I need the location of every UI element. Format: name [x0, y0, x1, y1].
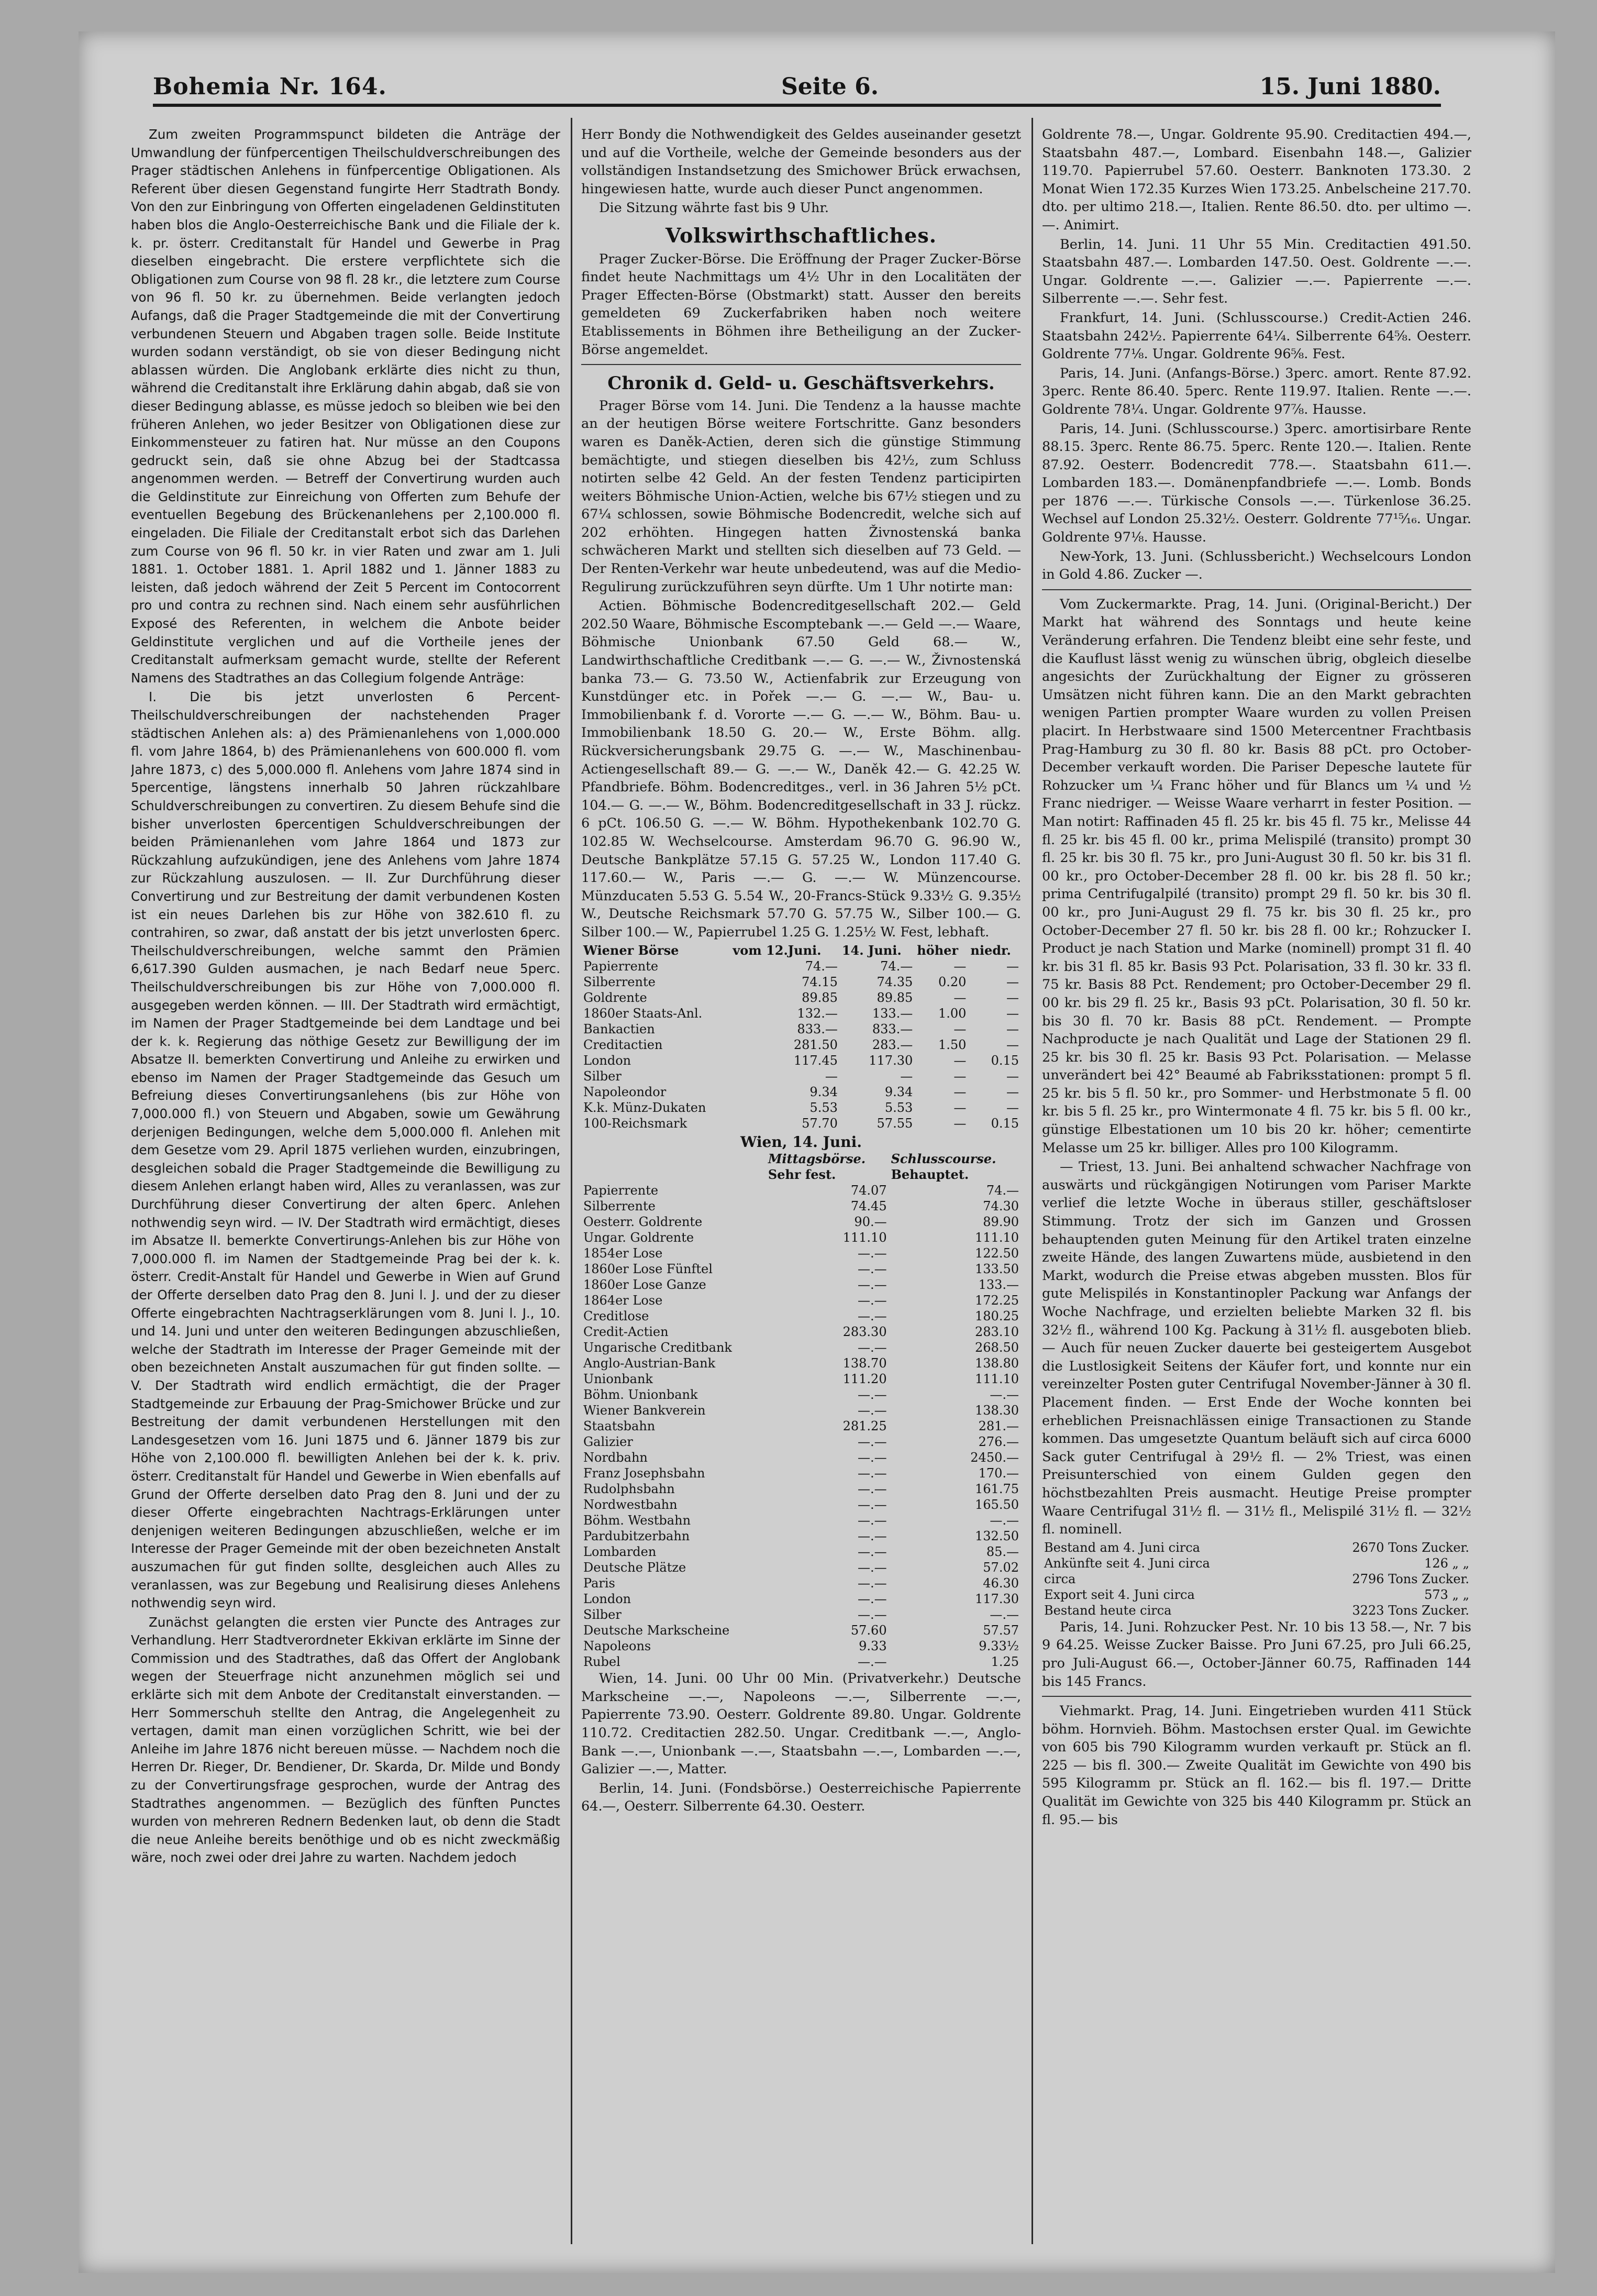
row-label: Ungarische Creditbank	[583, 1340, 732, 1355]
row-label: Papierrente	[583, 958, 659, 974]
cell-value: 5.53	[809, 1100, 838, 1115]
table-row	[581, 1261, 1021, 1277]
table-row	[581, 1340, 1021, 1355]
cell-value: 283.30	[842, 1324, 887, 1340]
cell-value: 2796 Tons Zucker.	[1352, 1571, 1469, 1586]
cell-value: —.—	[857, 1246, 887, 1261]
table-row	[581, 1230, 1021, 1245]
row-label: Deutsche Plätze	[583, 1560, 686, 1575]
cell-value: 170.—	[978, 1466, 1019, 1481]
wien-mittag-table	[581, 1151, 1021, 1670]
cell-value: —	[900, 1068, 913, 1084]
row-label: Wiener Bankverein	[583, 1403, 706, 1418]
table-row	[581, 1654, 1021, 1670]
table-header: höher	[917, 942, 959, 958]
row-label: Goldrente	[583, 990, 647, 1005]
row-label: 100-Reichsmark	[583, 1116, 687, 1131]
cell-value: 9.33	[859, 1639, 887, 1654]
table-row	[581, 1418, 1021, 1434]
row-label: Napoleons	[583, 1639, 651, 1654]
row-label: Bestand heute circa	[1044, 1603, 1172, 1618]
table-row	[581, 1100, 1021, 1116]
cell-value: 165.50	[975, 1497, 1019, 1513]
header-rule	[153, 104, 1441, 107]
cell-value: 1.00	[938, 1006, 967, 1021]
cell-value: —.—	[857, 1482, 887, 1497]
row-label: Deutsche Markscheine	[583, 1623, 730, 1638]
cell-value: —.—	[857, 1403, 887, 1418]
cell-value: —.—	[857, 1293, 887, 1308]
table-subheader: Behauptet.	[891, 1167, 969, 1183]
row-label: Silber	[583, 1607, 622, 1622]
cell-value: 133.50	[975, 1262, 1019, 1277]
cell-value: —	[953, 990, 967, 1005]
column-3	[1042, 126, 1471, 2242]
cell-value: 57.60	[850, 1623, 887, 1638]
wiener-boerse-table	[581, 943, 1021, 1131]
table-row	[581, 1638, 1021, 1654]
row-label: Napoleondor	[583, 1084, 667, 1099]
cell-value: —	[953, 958, 967, 974]
cell-value: 9.33½	[979, 1639, 1019, 1654]
row-label: Nordwestbahn	[583, 1497, 678, 1513]
cell-value: —.—	[990, 1513, 1019, 1528]
column-2	[581, 126, 1021, 2242]
cell-value: 126 „ „	[1424, 1555, 1469, 1571]
article-paragraph: Actien. Böhmische Bodencreditgesellschaft 202.— Geld 202.50 Waare, Böhmische Escomptebank —.— Geld —.— Waare, Böhmische Unionbank 67.50 Geld 68.— W., Landwirthschaftliche Creditbank —.— G. —.— W., Živnostenská banka 73.— G. 73.50 W., Actienfabrik zur Erzeugung von Kunstdünger etc. in Pořek —.— G. —.— W., Bau- u. Immobilienbank f. d. Vororte —.— G. —.— W., Böhm. Bau- u. Immobilienbank 18.50 G. 20.— W., Erste Böhm. allg. Rückversicherungsbank 29.75 G. —.— W., Maschinenbau-Actiengesellschaft 89.— G. —.— W., Daněk 42.— G. 42.25 W. Pfandbriefe. Böhm. Bodencreditges., verl. in 36 Jahren 5½ pCt. 104.— G. —.— W., Böhm. Bodencreditgesellschaft in 33 J. rückz. 6 pCt. 106.50 G. —.— W. Böhm. Hypothekenbank 102.70 G. 102.85 W. Wechselcourse. Amsterdam 96.70 G. 96.90 W., Deutsche Bankplätze 57.15 G. 57.25 W., London 117.40 G. 117.60.— W., Paris —.— G. —.— W. Münzencourse. Münzducaten 5.53 G. 5.54 W., 20-Francs-Stück 9.33½ G. 9.35½ W., Deutsche Reichsmark 57.70 G. 57.75 W., Silber 100.— G. Silber 100.— W., Papierrubel 1.25 G. 1.25½ W. Fest, lebhaft.	[581, 598, 1021, 940]
table-row	[581, 1084, 1021, 1100]
cell-value: —.—	[857, 1513, 887, 1528]
cell-value: 0.15	[991, 1116, 1019, 1131]
cell-value: —	[1006, 1037, 1019, 1052]
cell-value: —.—	[857, 1560, 887, 1575]
row-label: Franz Josephsbahn	[583, 1466, 705, 1481]
cell-value: 132.50	[975, 1529, 1019, 1544]
row-label: Böhm. Westbahn	[583, 1513, 691, 1528]
cell-value: 0.15	[991, 1053, 1019, 1068]
table-header: Mittagsbörse.	[768, 1151, 866, 1167]
table-row	[581, 1403, 1021, 1418]
cell-value: 0.20	[938, 974, 967, 989]
row-label: Böhm. Unionbank	[583, 1387, 698, 1403]
cell-value: —	[825, 1068, 838, 1084]
cell-value: —.—	[857, 1262, 887, 1277]
issue-date: 15. Juni 1880.	[1259, 73, 1441, 100]
cell-value: 74.07	[850, 1183, 887, 1198]
table-row	[1042, 1540, 1471, 1555]
table-row	[581, 1371, 1021, 1387]
cell-value: 281.—	[978, 1419, 1019, 1434]
row-label: Bestand am 4. Juni circa	[1044, 1540, 1200, 1555]
table-row	[581, 1622, 1021, 1638]
cell-value: 833.—	[797, 1021, 838, 1036]
column-divider	[1032, 118, 1033, 2244]
divider	[581, 364, 1021, 365]
cell-value: 117.45	[793, 1053, 838, 1068]
article-paragraph: Vom Zuckermarkte. Prag, 14. Juni. (Original-Bericht.) Der Markt hat während des Sonntags und heute keine Veränderung erfahren. Die Tendenz bleibt eine sehr feste, und die Kauflust lässt wenig zu wünschen übrig, obgleich dieselbe angesichts der Zurückhaltung der Eigner zu grösseren Umsätzen nicht führen kann. Die an den Markt gebrachten wenigen Partien prompter Waare wurden zu vollen Preisen placirt. In Herbstwaare sind 1500 Metercentner Frachtbasis Prag-Hamburg zu 30 fl. 80 kr. Basis 88 pCt. pro October-December verkauft worden. Die Pariser Depesche lautete für Rohzucker um ¼ Franc höher und für Blancs um ¼ und ½ Franc niedriger. — Weisse Waare verharrt in fester Position. — Man notirt: Raffinaden 45 fl. 25 kr. bis 45 fl. 75 kr., Melisse 44 fl. 25 kr. bis 45 fl. 00 kr., prima Melispilé (transito) prompt 30 fl. 25 kr. bis 30 fl. 75 kr., pro Juni-August 30 fl. 50 kr. bis 31 fl. 00 kr., pro October-December 28 fl. 00 kr. bis 28 fl. 50 kr.; prima Centrifugalpilé (transito) prompt 29 fl. 50 kr. bis 30 fl. 00 kr., pro Juni-August 29 fl. 75 kr. bis 30 fl. 25 kr., pro October-December 27 fl. 50 kr. bis 28 fl. 00 kr.; Rohzucker I. Product je nach Station und Marke (nominell) prompt 31 fl. 40 kr. bis 31 fl. 85 kr. Basis 93 Pct. Polarisation, 33 fl. 30 kr. 33 fl. 75 kr. Basis 88 Pct. Rendement; pro October-December 29 fl. 00 kr. bis 29 fl. 25 kr., Basis 93 pCt. Polarisation, 30 fl. 50 kr. bis 30 fl. 70 kr. Basis 88 pCt. Rendement. — Prompte Nachproducte je nach Qualität und Lage der Stationen 29 fl. 25 kr. bis 30 fl. 25 kr. Basis 93 Pct. Polarisation. — Melasse unverändert bei 42° Beaumé ab Fabriksstationen: prompt 5 fl. 25 kr. bis 5 fl. 50 kr., pro Sommer- und Herbstmonate 5 fl. 00 kr. bis 5 fl. 25 kr., pro Wintermonate 4 fl. 75 kr. bis 5 fl. 00 kr., günstige Elbestationen um 10 bis 20 kr. höher; cementirte Melasse um 25 kr. billiger. Alles pro 100 Kilogramm.	[1042, 596, 1471, 1156]
table-row	[581, 1198, 1021, 1214]
cell-value: 111.20	[842, 1372, 887, 1387]
cell-value: —	[1006, 974, 1019, 989]
cell-value: 117.30	[975, 1592, 1019, 1607]
table-row	[581, 1116, 1021, 1131]
row-label: Export seit 4. Juni circa	[1044, 1587, 1195, 1602]
cell-value: —.—	[857, 1497, 887, 1513]
column-1	[131, 126, 560, 2242]
cell-value: —.—	[857, 1450, 887, 1465]
cell-value: 111.10	[975, 1230, 1019, 1245]
cell-value: 180.25	[975, 1309, 1019, 1324]
cell-value: 74.30	[983, 1199, 1019, 1214]
cell-value: 138.80	[975, 1356, 1019, 1371]
article-paragraph: Prager Börse vom 14. Juni. Die Tendenz a la hausse machte an der heutigen Börse weitere Fortschritte. Ganz besonders waren es Daněk-Actien, deren sich die günstige Stimmung bemächtigte, und stiegen dieselben bis 42½, zum Schluss notirten selbe 42 Geld. An der festen Tendenz participirten weiters Böhmische Union-Actien, welche bis 67½ stiegen und zu 67¼ schlossen, sowie Böhmische Bodencredit, welche sich auf 202 erhöhten. Hingegen hatten Živnostenská banka schwächeren Markt und stellten sich dieselben auf 73 Geld. — Der Renten-Verkehr war heute unbedeutend, was auf die Medio-Regulirung zurückzuführen seyn dürfte. Um 1 Uhr notirte man:	[581, 398, 1021, 595]
cell-value: 3223 Tons Zucker.	[1352, 1603, 1469, 1618]
table-row	[1042, 1571, 1471, 1587]
section-heading: Volkswirthschaftliches.	[666, 223, 937, 247]
row-label: Anglo-Austrian-Bank	[583, 1356, 716, 1371]
table-row	[581, 1293, 1021, 1308]
cell-value: 122.50	[975, 1246, 1019, 1261]
cell-value: 133.—	[872, 1006, 913, 1021]
cell-value: 9.34	[884, 1084, 913, 1099]
column-divider	[571, 118, 572, 2244]
table-row	[581, 1481, 1021, 1497]
table-row	[581, 1037, 1021, 1053]
page-number: Seite 6.	[781, 73, 879, 100]
row-label: 1860er Lose Ganze	[583, 1277, 706, 1293]
cell-value: —	[1006, 1068, 1019, 1084]
cell-value: 161.75	[975, 1482, 1019, 1497]
cell-value: —	[953, 1116, 967, 1131]
table-row	[581, 1575, 1021, 1591]
row-label: Paris	[583, 1576, 615, 1591]
row-label: Pardubitzerbahn	[583, 1529, 690, 1544]
cell-value: 57.02	[983, 1560, 1019, 1575]
table-row	[1042, 1603, 1471, 1618]
article-paragraph: Paris, 14. Juni. (Anfangs-Börse.) 3perc. amort. Rente 87.92. 3perc. Rente 86.40. 5perc. Rente 119.97. Italien. Rente —.—. Goldrente 78¼. Ungar. Goldrente 97⅞. Hausse.	[1042, 365, 1471, 417]
cell-value: —	[1006, 1100, 1019, 1115]
table-row	[581, 1450, 1021, 1465]
table-row	[581, 1591, 1021, 1607]
row-label: 1864er Lose	[583, 1293, 663, 1308]
row-label: Silber	[583, 1068, 622, 1084]
table-title: Wien, 14. Juni.	[740, 1133, 862, 1151]
cell-value: 172.25	[975, 1293, 1019, 1308]
divider	[1042, 1696, 1471, 1697]
cell-value: 2450.—	[970, 1450, 1019, 1465]
cell-value: 74.—	[986, 1183, 1019, 1198]
cell-value: —.—	[857, 1340, 887, 1355]
table-row	[581, 1245, 1021, 1261]
cell-value: 9.34	[809, 1084, 838, 1099]
table-row	[581, 1324, 1021, 1340]
cell-value: —	[1006, 958, 1019, 974]
table-row	[581, 1053, 1021, 1068]
cell-value: 74.—	[880, 958, 913, 974]
table-row	[1042, 1587, 1471, 1603]
article-paragraph: Wien, 14. Juni. 00 Uhr 00 Min. (Privatverkehr.) Deutsche Markscheine —.—, Napoleons —.—, Silberrente —.—, Papierrente 73.90. Oesterr. Goldrente 89.80. Ungar. Goldrente 110.72. Creditactien 282.50. Ungar. Creditbank —.—, Anglo-Bank —.—, Unionbank —.—, Staatsbahn —.—, Lombarden —.—, Galizier —.—, Matter.	[581, 1671, 1021, 1778]
table-row	[581, 1513, 1021, 1528]
table-row	[581, 1068, 1021, 1084]
table-row	[581, 1006, 1021, 1021]
cell-value: 573 „ „	[1424, 1587, 1469, 1602]
cell-value: 90.—	[854, 1215, 887, 1230]
table-row	[581, 1607, 1021, 1622]
row-label: Rubel	[583, 1654, 620, 1670]
row-label: Lombarden	[583, 1544, 657, 1560]
row-label: K.k. Münz-Dukaten	[583, 1100, 706, 1115]
cell-value: —	[1006, 1006, 1019, 1021]
table-row	[581, 1528, 1021, 1544]
cell-value: 281.50	[793, 1037, 838, 1052]
row-label: Staatsbahn	[583, 1419, 656, 1434]
cell-value: —	[1006, 1084, 1019, 1099]
cell-value: 89.90	[983, 1215, 1019, 1230]
row-label: Ungar. Goldrente	[583, 1230, 694, 1245]
cell-value: —	[953, 1053, 967, 1068]
table-row	[581, 1183, 1021, 1198]
cell-value: —	[1006, 990, 1019, 1005]
cell-value: 5.53	[884, 1100, 913, 1115]
row-label: Ankünfte seit 4. Juni circa	[1044, 1555, 1210, 1571]
table-row	[581, 1560, 1021, 1575]
table-header: 14. Juni.	[841, 942, 902, 958]
article-paragraph: Viehmarkt. Prag, 14. Juni. Eingetrieben wurden 411 Stück böhm. Hornvieh. Böhm. Mastochsen erster Qual. im Gewichte von 605 bis 790 Kilogramm wurden verkauft pr. Stück an fl. 225 — bis fl. 300.— Zweite Qualität im Gewichte von 490 bis 595 Kilogramm pr. Stück an fl. 162.— bis fl. 197.— Dritte Qualität im Gewichte von 325 bis 440 Kilogramm pr. Stück an fl. 95.— bis	[1042, 1703, 1471, 1828]
cell-value: —.—	[857, 1466, 887, 1481]
table-row	[581, 990, 1021, 1006]
row-label: 1860er Lose Fünftel	[583, 1262, 713, 1277]
table-row	[581, 1277, 1021, 1293]
table-row	[1042, 1555, 1471, 1571]
row-label: 1860er Staats-Anl.	[583, 1006, 703, 1021]
row-label: Creditlose	[583, 1309, 649, 1324]
cell-value: 132.—	[797, 1006, 838, 1021]
row-label: Galizier	[583, 1434, 633, 1450]
cell-value: 1.50	[938, 1037, 967, 1052]
cell-value: 111.10	[842, 1230, 887, 1245]
table-row	[581, 1308, 1021, 1324]
cell-value: 74.15	[802, 974, 838, 989]
table-header: niedr.	[970, 942, 1011, 958]
cell-value: —.—	[857, 1529, 887, 1544]
cell-value: 74.45	[850, 1199, 887, 1214]
article-paragraph: Herr Bondy die Nothwendigkeit des Geldes auseinander gesetzt und auf die Vortheile, welche der Gemeinde besonders aus der vollständigen Instandsetzung des Smichower Brück erwachsen, hingewiesen hatte, wurde auch dieser Punct angenommen.	[581, 127, 1021, 197]
cell-value: —.—	[857, 1277, 887, 1293]
cell-value: —.—	[857, 1544, 887, 1560]
article-paragraph: Goldrente 78.—, Ungar. Goldrente 95.90. Creditactien 494.—, Staatsbahn 487.—, Lombard. Eisenbahn 148.—, Galizier 119.70. Papierrubel 57.60. Oesterr. Banknoten 173.30. 2 Monat Wien 172.35 Kurzes Wien 173.25. Anbelscheine 217.70. dto. per ultimo 218.—, Italien. Rente 86.50. dto. per ultimo —.—. Animirt.	[1042, 127, 1471, 233]
table-header: vom 12.Juni.	[733, 942, 822, 958]
cell-value: —.—	[857, 1654, 887, 1670]
cell-value: 57.55	[877, 1116, 913, 1131]
cell-value: —.—	[857, 1592, 887, 1607]
cell-value: —.—	[990, 1607, 1019, 1622]
article-paragraph: Die Sitzung währte fast bis 9 Uhr.	[599, 200, 829, 216]
cell-value: 833.—	[872, 1021, 913, 1036]
cell-value: 46.30	[983, 1576, 1019, 1591]
cell-value: 283.10	[975, 1324, 1019, 1340]
cell-value: —.—	[857, 1387, 887, 1403]
cell-value: 133.—	[978, 1277, 1019, 1293]
cell-value: —.—	[857, 1576, 887, 1591]
article-paragraph: Berlin, 14. Juni. (Fondsbörse.) Oesterreichische Papierrente 64.—, Oesterr. Silberrente 64.30. Oesterr.	[581, 1780, 1021, 1815]
row-label: Rudolphsbahn	[583, 1482, 675, 1497]
cell-value: 138.70	[842, 1356, 887, 1371]
article-paragraph: Prager Zucker-Börse. Die Eröffnung der Prager Zucker-Börse findet heute Nachmittags um 4½ Uhr in den Localitäten der Prager Effecten-Börse (Obstmarkt) statt. Ausser den bereits gemeldeten 69 Zuckerfabriken haben noch weitere Etablissements in Böhmen ihre Betheiligung an der Zucker-Börse angemeldet.	[581, 251, 1021, 358]
article-paragraph: Berlin, 14. Juni. 11 Uhr 55 Min. Creditactien 491.50. Staatsbahn 487.—. Lombarden 147.50. Oest. Goldrente —.—. Ungar. Goldrente —.—. Galizier —.—. Papierrente —.—. Silberrente —.—. Sehr fest.	[1042, 236, 1471, 307]
article-paragraph: Zum zweiten Programmspunct bildeten die Anträge der Umwandlung der fünfpercentigen Theilschuldverschreibungen des Prager städtischen Anlehens in fünfpercentige Obligationen. Als Referent über diesen Gegenstand fungirte Herr Stadtrath Bondy. Von den zur Einbringung von Offerten eingeladenen Geldinstituten haben blos die Anglo-Oesterreichische Bank und die Filiale der k. k. pr. österr. Creditanstalt für Handel und Gewerbe in Prag dieselben eingebracht. Die erstere verpflichtete sich die Obligationen zum Course von 98 fl. 28 kr., die letztere zum Course von 96 fl. 50 kr. zu übernehmen. Beide verlangten jedoch Aufangs, daß die Prager Stadtgemeinde die mit der Convertirung verbundenen Steuern und Abgaben tragen solle. Beide Institute wurden sodann verständigt, ob sie von dieser Bedingung nicht ablassen würden. Die Anglobank erklärte dies nicht zu thun, während die Creditanstalt ihre Erklärung dahin abgab, daß sie von dieser Bedingung ablasse, es müsse jedoch so bleiben wie bei den früheren Anlehen, wo jeder Besitzer von Obligationen diese zur Einkommensteuer zu fatiren hat. Nur müsse an den Coupons gedruckt sein, daß sie ohne Abzug bei der Stadtcassa angenommen werden. — Betreff der Convertirung wurden auch die Geldinstitute zur Einreichung von Offerten zum Behufe der eventuellen Begebung des Brückenanlehens per 2,100.000 fl. eingeladen. Die Filiale der Creditanstalt erbot sich das Darlehen zum Course von 96 fl. 50 kr. in vier Raten und zwar am 1. Juli 1881. 1. October 1881. 1. April 1882 und 1. Jänner 1883 zu leisten, daß jedoch während der Zeit 5 Percent im Contocorrent pro und contra zu rechnen sind. Nach einem sehr ausführlichen Exposé des Referenten, in welchem die Anbote beider Geldinstitute verglichen und auf die Vortheile jenes der Creditanstalt aufmerksam gemacht wurde, stellte der Referent Namens des Stadtrathes an das Collegium folgende Anträge:	[131, 127, 560, 686]
row-label: Papierrente	[583, 1183, 659, 1198]
cell-value: 2670 Tons Zucker.	[1352, 1540, 1469, 1555]
row-label: Unionbank	[583, 1372, 653, 1387]
table-row	[581, 1387, 1021, 1403]
cell-value: 117.30	[869, 1053, 913, 1068]
cell-value: —	[953, 1068, 967, 1084]
row-label: Nordbahn	[583, 1450, 648, 1465]
cell-value: 74.—	[805, 958, 838, 974]
row-label: Bankactien	[583, 1021, 655, 1036]
article-paragraph: New-York, 13. Juni. (Schlussbericht.) Wechselcours London in Gold 4.86. Zucker —.	[1042, 548, 1471, 583]
row-label: Creditactien	[583, 1037, 663, 1052]
table-row	[581, 1497, 1021, 1513]
article-paragraph: Frankfurt, 14. Juni. (Schlusscourse.) Credit-Actien 246. Staatsbahn 242½. Papierrente 64¼. Silberrente 64⅝. Oesterr. Goldrente 77⅛. Ungar. Goldrente 96⅝. Fest.	[1042, 310, 1471, 362]
article-paragraph: — Triest, 13. Juni. Bei anhaltend schwacher Nachfrage von auswärts und rückgängigen Notirungen vom Pariser Markte verlief die letzte Woche in überaus stiller, geschäftsloser Stimmung. Trotz der sich im Ganzen und Grossen behauptenden guten Meinung für den Artikel traten einzelne zweite Hände, des langen Zuwartens müde, ausbietend in den Markt, wodurch die Preise etwas abgeben mussten. Blos für gute Melispilés in Konstantinopler Packung war Anfangs der Woche Nachfrage, und erzielten beliebte Marken 32 fl. bis 32½ fl., während 100 Kg. Packung à 31½ fl. ausgeboten blieb. — Auch für neuen Zucker dauerte bei gesteigertem Ausgebot die Lustlosigkeit Seitens der Käufer fort, und konnte nur ein vereinzelter Posten guter Centrifugal November-Jänner à 30 fl. Placement finden. — Erst Ende der Woche konnten bei erheblichen Preisnachlässen einige Transactionen zu Stande kommen. Das umgesetzte Quantum beläuft sich auf circa 6000 Sack guter Centrifugal à 29½ fl. — 2% Triest, was einen Preisunterschied von einem Gulden gegen den höchstbezahlten Preis ausmacht. Heutige Preise prompter Waare Centrifugal 31½ fl. — 31½ fl., Melispilé 31½ fl. — 32½ fl. nominell.	[1042, 1159, 1471, 1538]
row-label: Silberrente	[583, 974, 656, 989]
cell-value: 276.—	[978, 1434, 1019, 1450]
table-subheader: Sehr fest.	[768, 1167, 836, 1183]
table-row	[581, 958, 1021, 974]
cell-value: —	[953, 1021, 967, 1036]
row-label: London	[583, 1592, 631, 1607]
page-header	[153, 73, 1441, 105]
article-paragraph: Zunächst gelangten die ersten vier Puncte des Antrages zur Verhandlung. Herr Stadtverordneter Ekkivan erklärte im Sinne der Commission und des Stadtrathes, daß das Offert der Anglobank wegen der Steuerfrage nicht anzunehmen möglich sei und erklärte sich mit dem Anbote der Creditanstalt einverstanden. — Herr Sommerschuh stellte den Antrag, die Angelegenheit zu vertagen, damit man einen vorzüglichen Schritt, wie bei der Anleihe im Jahre 1876 nicht bereuen müsse. — Nachdem noch die Herren Dr. Rieger, Dr. Bendiener, Dr. Skarda, Dr. Milde und Bondy zu der Convertirungsfrage gesprochen, wurde der Antrag des Stadtrathes angenommen. — Bezüglich des fünften Punctes wurden von mehreren Rednern Bedenken laut, ob denn die Stadt die neue Anleihe bereits benöthige und ob es nicht zweckmäßig wäre, noch zwei oder drei Jahre zu warten. Nachdem jedoch	[131, 1614, 560, 1866]
cell-value: 283.—	[872, 1037, 913, 1052]
cell-value: —	[953, 1100, 967, 1115]
cell-value: 281.25	[842, 1419, 887, 1434]
section-heading: Chronik d. Geld- u. Geschäftsverkehrs.	[607, 373, 995, 394]
article-paragraph: Paris, 14. Juni. Rohzucker Pest. Nr. 10 bis 13 58.—, Nr. 7 bis 9 64.25. Weisse Zucker Baisse. Pro Juni 67.25, pro Juli 66.25, pro Juli-August 66.—, October-Jänner 60.75, Raffinaden 144 bis 145 Francs.	[1042, 1619, 1471, 1690]
cell-value: 89.85	[877, 990, 913, 1005]
article-paragraph: I. Die bis jetzt unverlosten 6 Percent-Theilschuldverschreibungen der nachstehenden Prager städtischen Anlehen als: a) des Prämienanlehens von 1,000.000 fl. vom Jahre 1864, b) des Prämienanlehens von 600.000 fl. vom Jahre 1873, c) des 5,000.000 fl. Anlehens vom Jahre 1874 sind in 5percentige, längstens innerhalb 50 Jahren rückzahlbare Schuldverschreibungen zu convertiren. Zu diesem Behufe sind die bisher unverlosten 6percentigen Schuldverschreibungen der beiden Prämienanlehen vom Jahre 1864 und 1873 zur Rückzahlung aufzukündigen, jene des Anlehens vom Jahre 1874 zur Rückzahlung auszulosen. — II. Zur Durchführung dieser Convertirung und zur Bestreitung der damit verbundenen Kosten ist ein neues Darlehen bis zur Höhe von 382.610 fl. zu contrahiren, so zwar, daß anstatt der bis jetzt unverlosten 6perc. Theilschuldverschreibungen, welche sammt den Prämien 6,617.390 Gulden ausmachen, je nach Bedarf neue 5perc. Theilschuldverschreibungen bis zur Höhe von 7,000.000 fl. ausgegeben werden können. — III. Der Stadtrath wird ermächtigt, im Namen der Prager Stadtgemeinde bei dem Landtage und bei der k. k. Regierung das nöthige Gesetz zur Bewilligung der im Absatze II. bemerkten Convertirung und Anleihe zu erwirken und ebenso im Namen der Prager Stadtgemeinde das Gesuch um Befreiung dieses Convertirungsanlehens (bis zur Höhe von 7,000.000 fl.) von Steuern und Abgaben, sowie um Gewährung derjenigen Bedingungen, welche dem 5,000.000 fl. Anlehen mit dem Gesetze vom 29. April 1875 verliehen wurden, einzubringen, desgleichen sobald die Prager Stadtgemeinde die Bewilligung zu diesem Anlehen erlangt haben wird, Alles zu veranlassen, was zur Durchführung dieser Convertirung der alten 6perc. Anlehen nothwendig seyn wird. — IV. Der Stadtrath wird ermächtigt, dieses im Absatze II. bemerkte Convertirungs-Anlehen bis zur Höhe von 7,000.000 fl. im Namen der Stadtgemeinde Prag bei der k. k. österr. Credit-Anstalt für Handel und Gewerbe in Wien auf Grund der Offerte derselben dato Prag den 8. Juni l. J. und der zu dieser Offerte eingebrachten Nachtragserklärungen vom 8. Juni l. J., 10. und 14. Juni und unter den weiteren Bedingungen abzuschließen, welche der Stadtrath im Interesse der Prager Gemeinde mit der oben bezeichneten Anstalt auszumachen für gut finden sollte. — V. Der Stadtrath wird endlich ermächtigt, die der Prager Stadtgemeinde zur Erbauung der Prag-Smichower Brücke und zur Bestreitung der damit verbundenen Herstellungen mit den Landesgesetzen vom 16. Juni 1875 und 6. Jänner 1879 bis zur Höhe von 2,100.000 fl. bewilligten Anlehen bei der k. k. priv. österr. Creditanstalt für Handel und Gewerbe in Wien ebenfalls auf Grund der Offerte derselben dato Prag den 8. Juni und der zu dieser Offerte eingebrachten Nachtrags-Erklärungen unter denjenigen weiteren Bedingungen abzuschließen, welche er im Interesse der Prager Gemeinde mit der oben bezeichneten Anstalt auszumachen für gut finden sollte, desgleichen auch Alles zu veranlassen, was zur Begebung und Realisirung dieses Anlehens nothwendig seyn wird.	[131, 689, 560, 1611]
cell-value: 1.25	[991, 1654, 1019, 1670]
table-row	[581, 1355, 1021, 1371]
cell-value: 89.85	[802, 990, 838, 1005]
row-label: 1854er Lose	[583, 1246, 663, 1261]
row-label: Credit-Actien	[583, 1324, 669, 1340]
divider	[1042, 589, 1471, 590]
sugar-stock-table	[1042, 1540, 1471, 1618]
row-label: circa	[1044, 1571, 1076, 1586]
cell-value: 111.10	[975, 1372, 1019, 1387]
row-label: Oesterr. Goldrente	[583, 1215, 703, 1230]
cell-value: —	[1006, 1021, 1019, 1036]
masthead-issue: Bohemia Nr. 164.	[153, 73, 387, 100]
article-paragraph: Paris, 14. Juni. (Schlusscourse.) 3perc. amortisirbare Rente 88.15. 3perc. Rente 86.75. 5perc. Rente 120.—. Italien. Rente 87.92. Oesterr. Bodencredit 778.—. Staatsbahn 611.—. Lombarden 183.—. Domänenpfandbriefe —.—. Lomb. Bonds per 1876 —.—. Türkische Consols —.—. Türkenlose 36.25. Wechsel auf London 25.32½. Oesterr. Goldrente 77¹⁵⁄₁₆. Ungar. Goldrente 97⅛. Hausse.	[1042, 421, 1471, 546]
table-title: Wiener Börse	[583, 942, 679, 958]
table-row	[581, 1434, 1021, 1450]
cell-value: 57.57	[983, 1623, 1019, 1638]
cell-value: 74.35	[877, 974, 913, 989]
table-row	[581, 1544, 1021, 1560]
cell-value: —	[953, 1084, 967, 1099]
row-label: London	[583, 1053, 631, 1068]
cell-value: 268.50	[975, 1340, 1019, 1355]
row-label: Silberrente	[583, 1199, 656, 1214]
table-header: Schlusscourse.	[891, 1151, 996, 1167]
cell-value: —.—	[857, 1434, 887, 1450]
cell-value: 138.30	[975, 1403, 1019, 1418]
cell-value: —.—	[857, 1309, 887, 1324]
table-row	[581, 974, 1021, 990]
cell-value: —.—	[857, 1607, 887, 1622]
table-row	[581, 1214, 1021, 1230]
table-row	[581, 1021, 1021, 1037]
cell-value: 85.—	[986, 1544, 1019, 1560]
table-row	[581, 1465, 1021, 1481]
cell-value: —.—	[990, 1387, 1019, 1403]
cell-value: 57.70	[802, 1116, 838, 1131]
